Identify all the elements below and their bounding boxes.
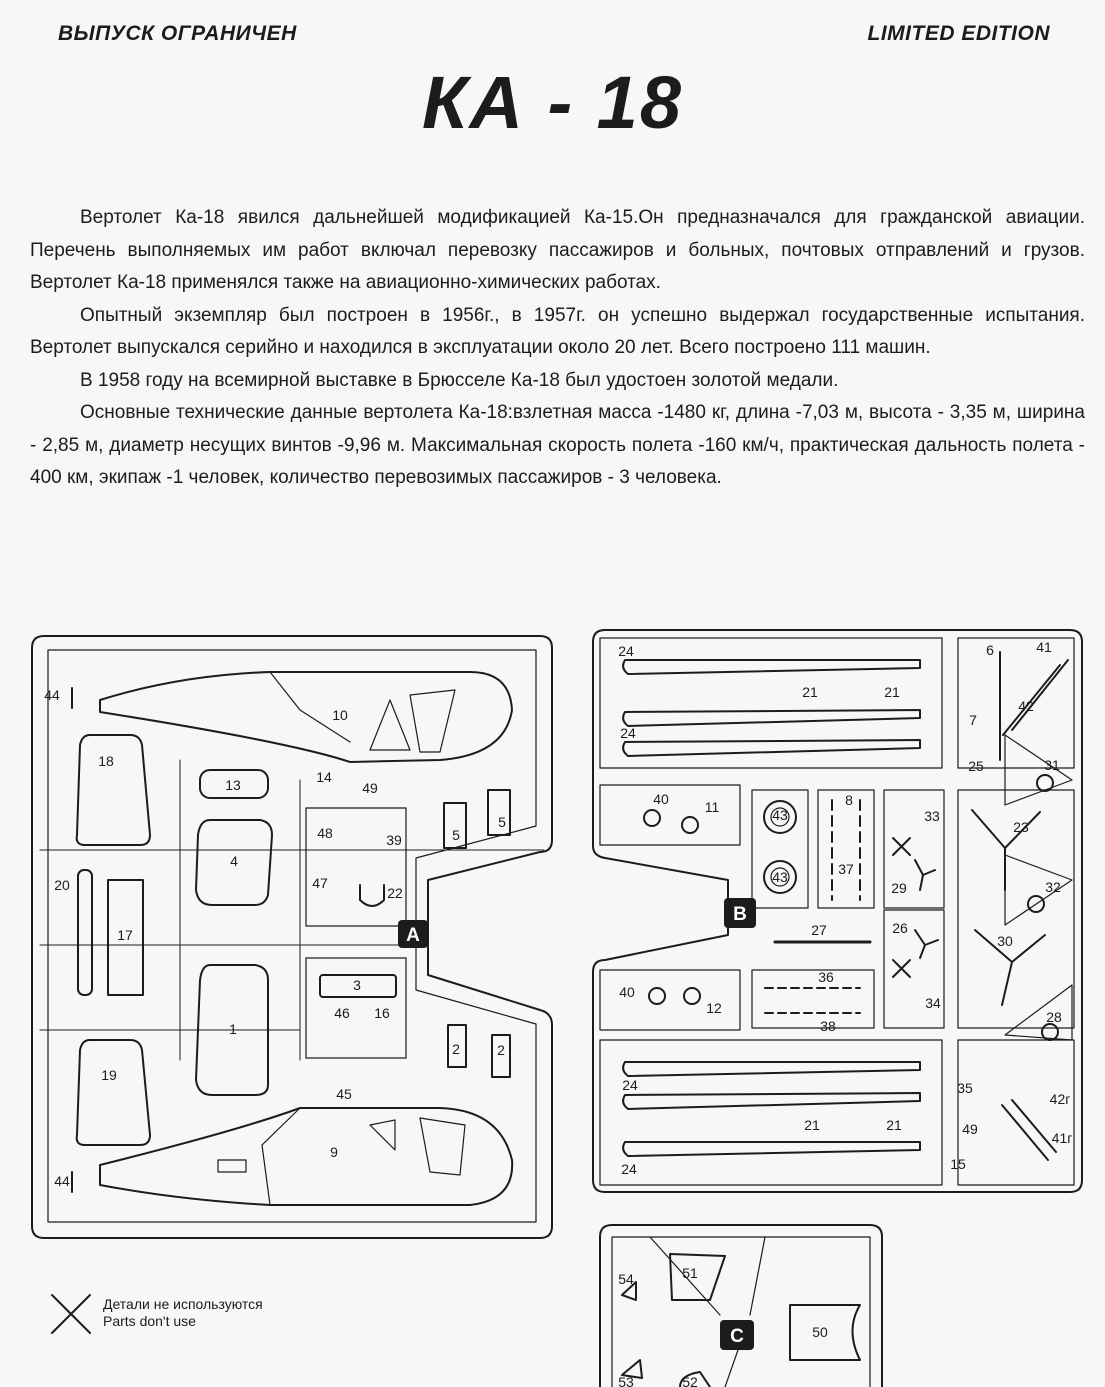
part-number-label: 51 xyxy=(682,1265,698,1281)
sprue-a xyxy=(32,636,552,1238)
part-29 xyxy=(915,860,935,890)
part-number-label: 9 xyxy=(330,1144,338,1160)
part-10 xyxy=(100,672,512,762)
part-number-label: 53 xyxy=(618,1374,634,1387)
part-26 xyxy=(915,930,938,958)
legend xyxy=(48,1292,348,1336)
part-number-label: 38 xyxy=(820,1018,836,1034)
sprue-a-tag: A xyxy=(406,925,420,946)
part-number-label: 21 xyxy=(804,1117,820,1133)
part-number-label: 43 xyxy=(772,807,788,823)
part-number-label: 26 xyxy=(892,920,908,936)
sprue-b-tag: B xyxy=(733,904,747,925)
part-number-label: 47 xyxy=(312,875,328,891)
part-24c xyxy=(623,740,920,756)
part-number-label: 19 xyxy=(101,1067,117,1083)
part-number-label: 5 xyxy=(452,827,460,843)
part-number-label: 17 xyxy=(117,927,133,943)
part-24d xyxy=(623,1062,920,1076)
part-40b xyxy=(649,988,665,1004)
part-number-label: 21 xyxy=(886,1117,902,1133)
part-40a xyxy=(644,810,660,826)
part-11 xyxy=(682,817,698,833)
part-41 xyxy=(1012,660,1068,730)
sprue-a-frame xyxy=(32,636,552,1238)
part-24e xyxy=(623,1093,920,1109)
part-number-label: 50 xyxy=(812,1324,828,1340)
paragraph: В 1958 году на всемирной выставке в Брюсселе Ка-18 был удостоен золотой медали. xyxy=(80,369,839,391)
part-number-label: 48 xyxy=(317,825,333,841)
part-28 xyxy=(1042,1024,1058,1040)
part-number-label: 42 xyxy=(1018,698,1034,714)
part-number-label: 12 xyxy=(706,1000,722,1016)
part-number-label: 40 xyxy=(619,984,635,1000)
part-number-label: 24 xyxy=(618,643,634,659)
part-number-label: 3 xyxy=(353,977,361,993)
part-number-label: 4 xyxy=(230,853,238,869)
part-number-label: 41г xyxy=(1051,1130,1073,1146)
part-number-label: 8 xyxy=(845,792,853,808)
paragraph: Опытный экземпляр был построен в 1956г., в 1957г. он успешно выдержал государственные испытания. Вертолет выпускался серийно и находился в эксплуатации около 20 лет. Всего построено 111 машин. xyxy=(30,304,1085,358)
part-number-label: 21 xyxy=(802,684,818,700)
part-24a xyxy=(623,660,920,674)
part-number-label: 34 xyxy=(925,995,941,1011)
part-number-label: 33 xyxy=(924,808,940,824)
part-number-label: 54 xyxy=(618,1271,634,1287)
part-number-label: 32 xyxy=(1045,879,1061,895)
paragraph: Основные технические данные вертолета Ка-18:взлетная масса -1480 кг, длина -7,03 м, высота - 3,35 м, ширина - 2,85 м, диаметр несущих винтов -9,96 м. Максимальная скорость полета -160 км/ч, практическая дальность полета - 400 км, экипаж -1 человек, количество перевозимых пассажиров - 3 человека. xyxy=(30,402,1085,488)
limited-edition-ru: ВЫПУСК ОГРАНИЧЕН xyxy=(58,22,297,45)
part-number-label: 46 xyxy=(334,1005,350,1021)
sprue-c-tag: C xyxy=(730,1326,744,1347)
part-number-label: 44 xyxy=(54,1173,70,1189)
part-number-label: 13 xyxy=(225,777,241,793)
paragraph: Вертолет Ка-18 явился дальнейшей модификацией Ка-15.Он предназначался для гражданской авиации. Перечень выполняемых им работ включал перевозку пассажиров и больных, почтовых отправлений и грузов. Вертолет Ка-18 применялся также на авиационно-химических работах. xyxy=(30,207,1085,293)
part-31 xyxy=(1037,775,1053,791)
part-22 xyxy=(360,885,384,906)
part-19 xyxy=(77,1040,150,1145)
part-number-label: 44 xyxy=(44,687,60,703)
part-18 xyxy=(77,735,150,845)
part-number-label: 23 xyxy=(1013,819,1029,835)
part-number-label: 22 xyxy=(387,885,403,901)
part-number-label: 24 xyxy=(621,1161,637,1177)
part-number-label: 35 xyxy=(957,1080,973,1096)
part-24b xyxy=(623,710,920,726)
legend-ru: Детали не используются xyxy=(103,1296,263,1312)
part-23 xyxy=(972,810,1040,890)
part-number-label: 49 xyxy=(962,1121,978,1137)
part-number-label: 20 xyxy=(54,877,70,893)
part-number-label: 5 xyxy=(498,814,506,830)
part-number-label: 18 xyxy=(98,753,114,769)
part-12 xyxy=(684,988,700,1004)
part-42g xyxy=(1002,1105,1048,1160)
part-number-label: 31 xyxy=(1044,757,1060,773)
part-number-label: 36 xyxy=(818,969,834,985)
part-number-label: 29 xyxy=(891,880,907,896)
part-number-label: 43 xyxy=(772,869,788,885)
part-number-label: 27 xyxy=(811,922,827,938)
part-number-label: 1 xyxy=(229,1021,237,1037)
part-number-label: 2 xyxy=(497,1042,505,1058)
limited-edition-en: LIMITED EDITION xyxy=(867,22,1050,45)
part-number-label: 21 xyxy=(884,684,900,700)
legend-en: Parts don't use xyxy=(103,1313,196,1329)
part-number-label: 6 xyxy=(986,642,994,658)
part-number-label: 7 xyxy=(969,712,977,728)
sprue-c xyxy=(600,1225,882,1387)
part-number-label: 14 xyxy=(316,769,332,785)
part-number-label: 37 xyxy=(838,861,854,877)
part-number-label: 42г xyxy=(1049,1091,1071,1107)
part-number-label: 30 xyxy=(997,933,1013,949)
part-number-label: 24 xyxy=(620,725,636,741)
part-24f xyxy=(623,1142,920,1156)
part-number-label: 10 xyxy=(332,707,348,723)
part-number-label: 40 xyxy=(653,791,669,807)
part-number-label: 49 xyxy=(362,780,378,796)
model-title: КА - 18 xyxy=(421,61,683,144)
sprue-b xyxy=(593,630,1082,1192)
part-number-label: 41 xyxy=(1036,639,1052,655)
part-number-label: 28 xyxy=(1046,1009,1062,1025)
part-number-label: 45 xyxy=(336,1086,352,1102)
part-20 xyxy=(78,870,92,995)
part-number-label: 2 xyxy=(452,1041,460,1057)
part-number-label: 25 xyxy=(968,758,984,774)
part-number-label: 11 xyxy=(704,799,720,815)
part-number-label: 15 xyxy=(950,1156,966,1172)
part-number-label: 24 xyxy=(622,1077,638,1093)
part-number-label: 16 xyxy=(374,1005,390,1021)
part-number-label: 52 xyxy=(682,1374,698,1387)
part-number-label: 39 xyxy=(386,832,402,848)
